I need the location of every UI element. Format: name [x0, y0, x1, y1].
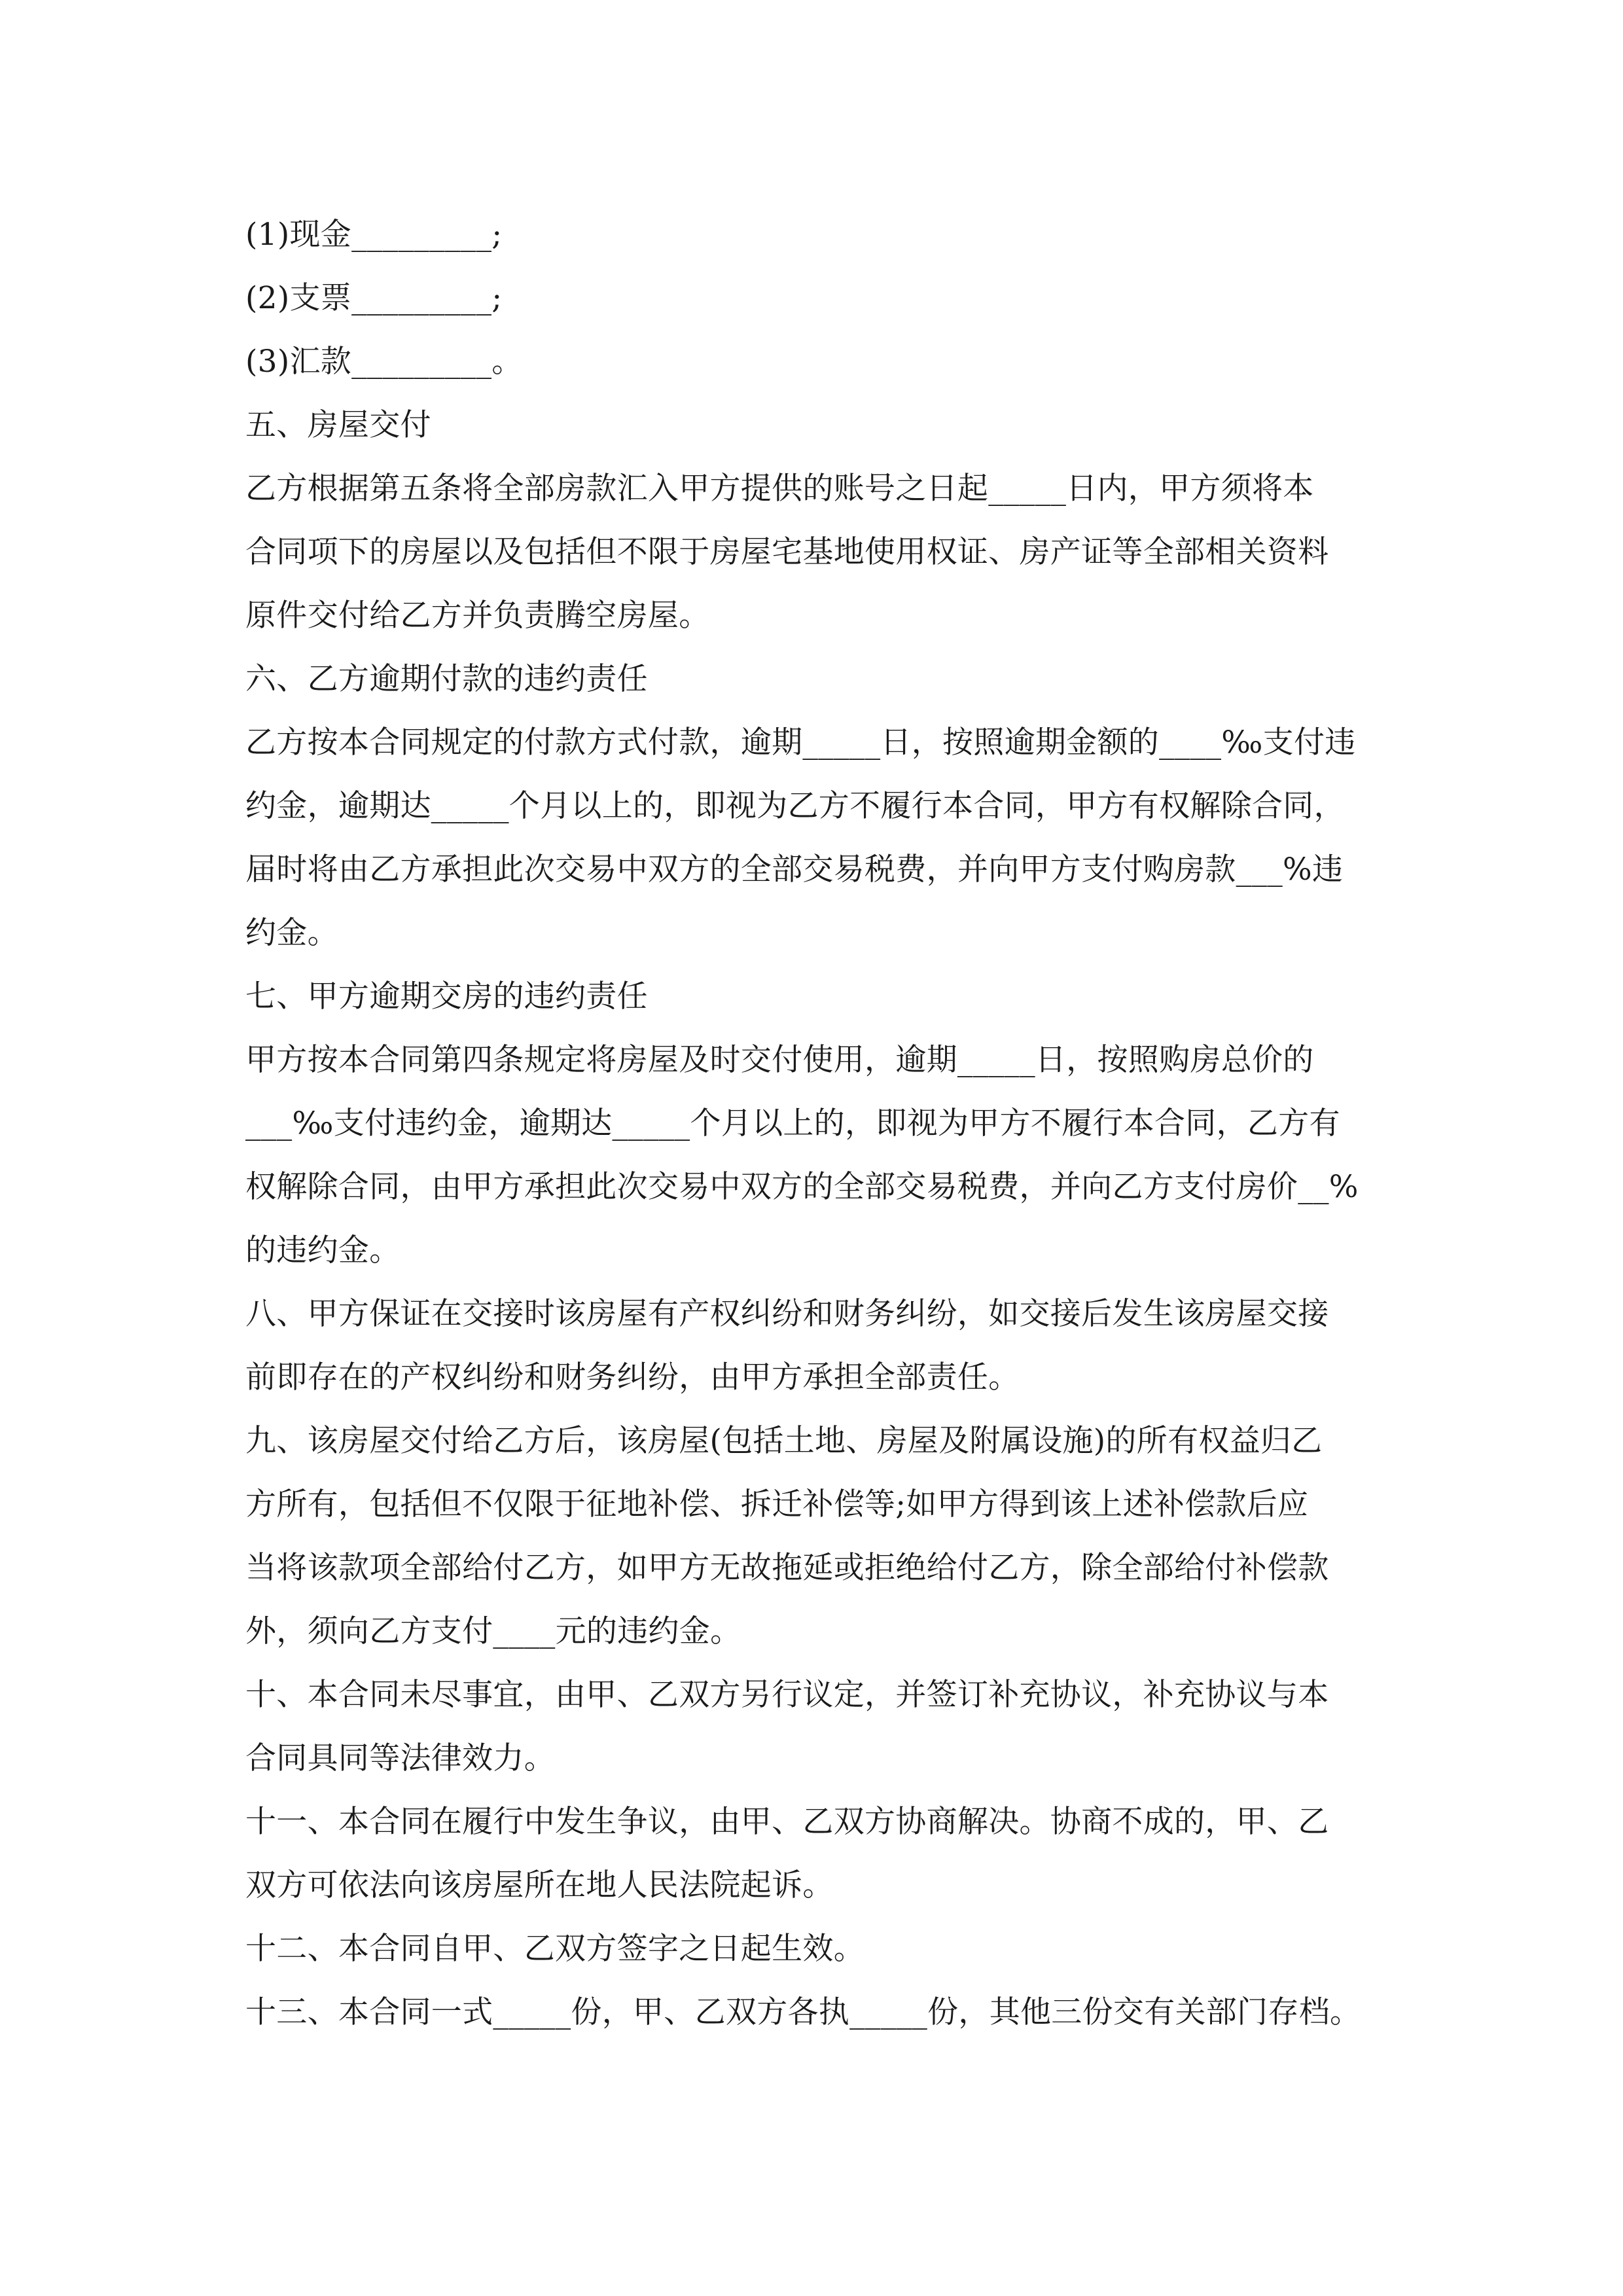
contract-body	[245, 203, 1384, 2044]
section-9-line-2: 方所有，包括但不仅限于征地补偿、拆迁补偿等;如甲方得到该上述补偿款后应	[245, 1486, 1309, 1522]
section-5-line-1: 乙方根据第五条将全部房款汇入甲方提供的账号之日起_____日内，甲方须将本	[245, 471, 1314, 507]
section-5-line-3: 原件交付给乙方并负责腾空房屋。	[245, 598, 710, 634]
section-12-line-1: 十二、本合同自甲、乙双方签字之日起生效。	[245, 1931, 865, 1967]
section-8-line-2: 前即存在的产权纠纷和财务纠纷，由甲方承担全部责任。	[245, 1359, 1020, 1395]
payment-item-transfer: (3)汇款_________。	[245, 344, 523, 380]
section-9-line-4: 外，须向乙方支付____元的违约金。	[245, 1613, 741, 1649]
section-heading-6: 六、乙方逾期付款的违约责任	[245, 661, 648, 697]
section-7-line-4: 的违约金。	[245, 1232, 401, 1268]
section-9-line-1: 九、该房屋交付给乙方后，该房屋(包括土地、房屋及附属设施)的所有权益归乙	[245, 1423, 1323, 1459]
section-heading-7: 七、甲方逾期交房的违约责任	[245, 978, 648, 1014]
section-6-line-2: 约金，逾期达_____个月以上的，即视为乙方不履行本合同，甲方有权解除合同，	[245, 788, 1345, 824]
section-heading-5: 五、房屋交付	[245, 407, 431, 443]
section-11-line-2: 双方可依法向该房屋所在地人民法院起诉。	[245, 1867, 834, 1903]
section-10-line-2: 合同具同等法律效力。	[245, 1740, 555, 1776]
section-7-line-3: 权解除合同，由甲方承担此次交易中双方的全部交易税费，并向乙方支付房价__%	[245, 1169, 1359, 1205]
section-7-line-1: 甲方按本合同第四条规定将房屋及时交付使用，逾期_____日，按照购房总价的	[245, 1042, 1314, 1078]
section-13-line-1: 十三、本合同一式_____份，甲、乙双方各执_____份，其他三份交有关部门存档。	[245, 1994, 1361, 2030]
section-11-line-1: 十一、本合同在履行中发生争议，由甲、乙双方协商解决。协商不成的，甲、乙	[245, 1804, 1329, 1840]
section-6-line-3: 届时将由乙方承担此次交易中双方的全部交易税费，并向甲方支付购房款___%违	[245, 852, 1344, 888]
payment-item-cash: (1)现金_________;	[245, 217, 503, 253]
section-10-line-1: 十、本合同未尽事宜，由甲、乙双方另行议定，并签订补充协议，补充协议与本	[245, 1677, 1329, 1713]
section-6-line-1: 乙方按本合同规定的付款方式付款，逾期_____日，按照逾期金额的____‰支付违	[245, 725, 1356, 761]
section-8-line-1: 八、甲方保证在交接时该房屋有产权纠纷和财务纠纷，如交接后发生该房屋交接	[245, 1296, 1329, 1332]
section-7-line-2: ___‰支付违约金，逾期达_____个月以上的，即视为甲方不履行本合同，乙方有	[245, 1105, 1340, 1141]
payment-item-check: (2)支票_________;	[245, 280, 503, 316]
section-9-line-3: 当将该款项全部给付乙方，如甲方无故拖延或拒绝给付乙方，除全部给付补偿款	[245, 1550, 1329, 1586]
section-5-line-2: 合同项下的房屋以及包括但不限于房屋宅基地使用权证、房产证等全部相关资料	[245, 534, 1329, 570]
section-6-line-4: 约金。	[245, 915, 338, 951]
